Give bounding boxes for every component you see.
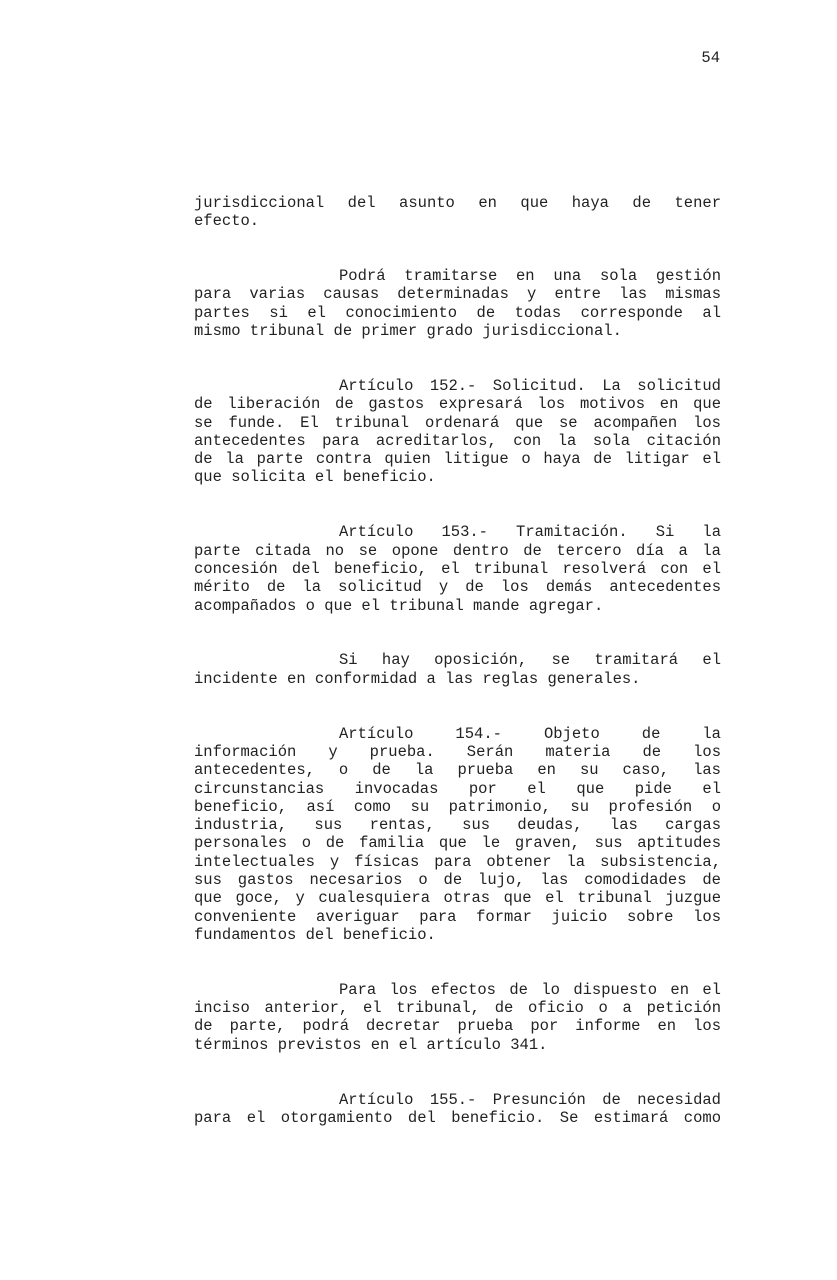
- text-line: Podrá tramitarse en una sola gestión: [339, 267, 721, 286]
- paragraph-art153: [194, 523, 721, 614]
- text-line: Artículo 155.- Presunción de necesidad: [339, 1090, 721, 1109]
- text-line: se funde. El tribunal ordenará que se acompañen los: [194, 413, 721, 432]
- text-line: industria, sus rentas, sus deudas, las cargas: [194, 816, 721, 835]
- text-line: Artículo 152.- Solicitud. La solicitud: [339, 376, 721, 395]
- text-line: para el otorgamiento del beneficio. Se estimará como: [194, 1108, 721, 1127]
- text-line: personales o de familia que le graven, sus aptitudes: [194, 834, 721, 853]
- text-line: de la parte contra quien litigue o haya de litigar el: [194, 450, 721, 469]
- text-line: beneficio, así como su patrimonio, su profesión o: [194, 797, 721, 816]
- text-line: Artículo 153.- Tramitación. Si la: [339, 523, 721, 542]
- text-line: inciso anterior, el tribunal, de oficio o a petición: [194, 999, 721, 1018]
- text-line: parte citada no se opone dentro de tercero día a la: [194, 541, 721, 560]
- text-line: intelectuales y físicas para obtener la subsistencia,: [194, 852, 721, 871]
- text-line: Para los efectos de lo dispuesto en el: [339, 980, 721, 999]
- text-line: sus gastos necesarios o de lujo, las comodidades de: [194, 870, 721, 889]
- text-line: términos previstos en el artículo 341.: [194, 1035, 548, 1054]
- text-line: de liberación de gastos expresará los motivos en que: [194, 395, 721, 414]
- text-line: Si hay oposición, se tramitará el: [339, 651, 721, 670]
- text-line: que goce, y cualesquiera otras que el tribunal juzgue: [194, 889, 721, 908]
- text-line: de parte, podrá decretar prueba por informe en los: [194, 1017, 721, 1036]
- document-body: [194, 194, 721, 1164]
- text-line: efecto.: [194, 212, 260, 231]
- text-line: fundamentos del beneficio.: [194, 925, 436, 944]
- page-number: 54: [701, 49, 720, 67]
- paragraph-p0-continuation: [194, 194, 721, 231]
- text-line: incidente en conformidad a las reglas generales.: [194, 669, 641, 688]
- text-line: que solicita el beneficio.: [194, 468, 436, 487]
- text-line: para varias causas determinadas y entre las mismas: [194, 285, 721, 304]
- text-line: antecedentes, o de la prueba en su caso, las: [194, 761, 721, 780]
- text-line: información y prueba. Serán materia de los: [194, 742, 721, 761]
- text-line: conveniente averiguar para formar juicio sobre los: [194, 907, 721, 926]
- text-line: partes si el conocimiento de todas corresponde al: [194, 303, 721, 322]
- text-line: acompañados o que el tribunal mande agregar.: [194, 596, 604, 615]
- paragraph-art154: [194, 725, 721, 945]
- paragraph-art155: [194, 1091, 721, 1128]
- paragraph-art154-b: [194, 981, 721, 1054]
- text-line: mérito de la solicitud y de los demás antecedentes: [194, 578, 721, 597]
- text-line: circunstancias invocadas por el que pide el: [194, 779, 721, 798]
- paragraph-art153-b: [194, 651, 721, 688]
- text-line: antecedentes para acreditarlos, con la sola citación: [194, 431, 721, 450]
- text-line: Artículo 154.- Objeto de la: [339, 724, 721, 743]
- text-line: concesión del beneficio, el tribunal resolverá con el: [194, 559, 721, 578]
- paragraph-p1: [194, 267, 721, 340]
- paragraph-art152: [194, 377, 721, 487]
- text-line: mismo tribunal de primer grado jurisdiccional.: [194, 322, 622, 341]
- text-line: jurisdiccional del asunto en que haya de tener: [194, 194, 721, 212]
